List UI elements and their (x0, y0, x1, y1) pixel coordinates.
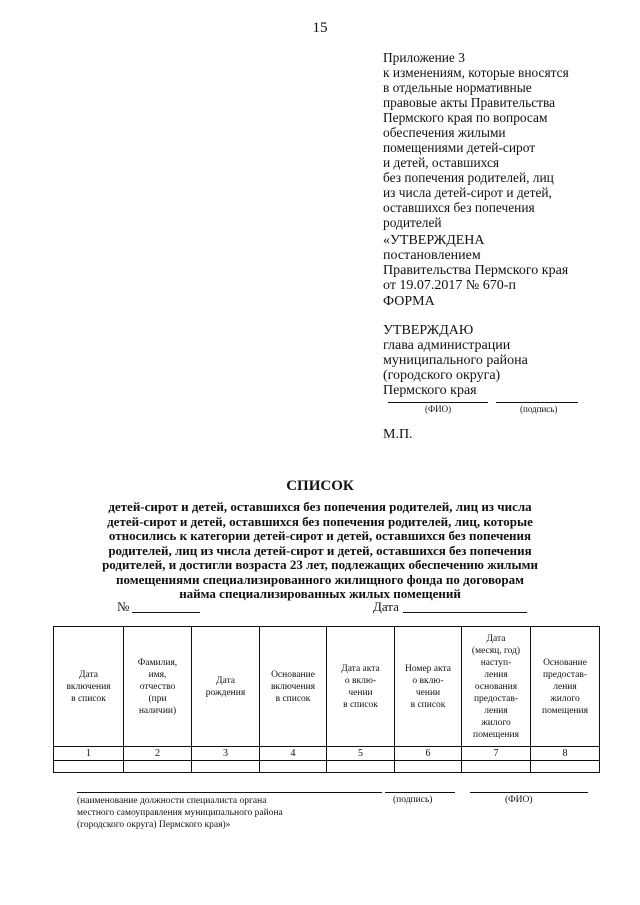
appendix-line: из числа детей-сирот и детей, (383, 185, 552, 200)
column-header-line: в список (410, 699, 446, 710)
appendix-line: и детей, оставшихся (383, 155, 500, 170)
table-cell (124, 761, 192, 773)
number-field-line (132, 612, 200, 613)
list-table (53, 626, 600, 773)
approve-line: УТВЕРЖДАЮ (383, 323, 474, 338)
column-number: 8 (531, 747, 600, 761)
approved-line: Правительства Пермского края (383, 263, 569, 278)
column-header-line: помещения (473, 729, 519, 740)
column-header-line: Основание (543, 657, 587, 668)
column-header-line: наступ- (480, 657, 512, 668)
column-header-line: основания (474, 681, 518, 692)
approved-by-resolution (383, 233, 633, 293)
appendix-line: в отдельные нормативные (383, 80, 532, 95)
column-number: 2 (124, 747, 192, 761)
column-header-act-date (327, 627, 395, 747)
column-header-line: ления (484, 669, 508, 680)
date-label: Дата (373, 599, 399, 614)
column-header-line: ления (553, 681, 577, 692)
column-header-inclusion-basis (260, 627, 327, 747)
footer-fio-line (470, 792, 588, 793)
footer-signature-caption: (подпись) (393, 795, 433, 805)
column-header-line: отчество (139, 681, 176, 692)
column-header-line: в список (343, 699, 378, 710)
footer-signature-line (385, 792, 455, 793)
appendix-line: без попечения родителей, лиц (383, 170, 554, 185)
column-header-line: чении (348, 687, 373, 698)
column-header-full-name (124, 627, 192, 747)
approved-line: от 19.07.2017 № 670-п (383, 278, 516, 293)
appendix-line: помещениями детей-сирот (383, 140, 536, 155)
column-header-line: (месяц, год) (471, 645, 521, 656)
position-caption-line: (наименование должности специалиста органа (77, 796, 267, 806)
column-header-line: в список (275, 693, 311, 704)
number-label: № (117, 599, 130, 614)
page-number: 15 (312, 20, 328, 36)
subtitle-line: относились к категории детей-сирот и детей, оставшихся без попечения (108, 528, 532, 543)
column-header-line: предостав- (473, 693, 519, 704)
table-cell (54, 761, 124, 773)
column-number: 3 (192, 747, 260, 761)
signature-caption: (подпись) (520, 404, 558, 414)
table-cell (327, 761, 395, 773)
column-header-inclusion-date (54, 627, 124, 747)
approved-line: «УТВЕРЖДЕНА (383, 233, 485, 248)
column-header-line: рождения (205, 687, 246, 698)
column-header-line: Дата (216, 675, 235, 686)
table-row (54, 761, 600, 773)
table-cell (192, 761, 260, 773)
appendix-line: правовые акты Правительства (383, 95, 556, 110)
column-header-line: жилого (550, 693, 580, 704)
column-number: 5 (327, 747, 395, 761)
approve-line: муниципального района (383, 353, 528, 368)
column-number: 6 (395, 747, 462, 761)
document-subtitle (40, 500, 600, 602)
appendix-header (383, 50, 633, 230)
position-caption-line: местного самоуправления муниципального района (77, 808, 283, 818)
fio-signature-line (388, 402, 488, 403)
subtitle-line: детей-сирот и детей, оставшихся без попечения родителей, лиц из числа (108, 499, 532, 514)
column-header-line: наличии) (138, 705, 177, 716)
subtitle-line: детей-сирот и детей, оставшихся без попечения родителей, лиц, которые (107, 513, 533, 529)
subtitle-line: найма специализированных жилых помещений (179, 586, 461, 601)
signature-line (496, 402, 578, 403)
column-number: 7 (462, 747, 531, 761)
column-header-line: в список (71, 693, 106, 704)
column-header-line: Дата акта (341, 663, 380, 674)
position-line (77, 792, 382, 793)
column-header-line: о вклю- (344, 675, 377, 686)
appendix-line: Пермского края по вопросам (383, 110, 548, 125)
position-caption-line: (городского округа) Пермского края)» (77, 820, 231, 830)
column-number: 1 (54, 747, 124, 761)
column-header-line: ления (484, 705, 508, 716)
column-header-line: Дата (79, 669, 98, 680)
column-header-line: включения (66, 681, 111, 692)
stamp-placeholder: М.П. (383, 427, 413, 442)
approve-block (383, 323, 633, 398)
column-header-line: о вклю- (412, 675, 444, 686)
column-header-entitlement-date (462, 627, 531, 747)
column-header-line: имя, (148, 669, 167, 680)
column-number: 4 (260, 747, 327, 761)
document-title: СПИСОК (286, 478, 354, 494)
column-header-line: предостав- (542, 669, 588, 680)
subtitle-line: помещениями специализированного жилищного фонда по договорам (116, 571, 524, 587)
form-label: ФОРМА (383, 294, 435, 309)
column-header-line: включения (270, 681, 316, 692)
table-cell (531, 761, 600, 773)
column-header-line: (при (148, 693, 167, 704)
approve-line: глава администрации (383, 338, 511, 353)
footer-fio-caption: (ФИО) (505, 795, 533, 805)
column-header-line: помещения (542, 705, 588, 716)
column-header-line: Дата (486, 633, 506, 644)
column-header-provision-basis (531, 627, 600, 747)
appendix-line: оставшихся без попечения (383, 200, 535, 215)
date-field-line (403, 612, 527, 613)
subtitle-line: родителей, лиц из числа детей-сирот и детей, оставшихся без попечения (108, 542, 532, 558)
table-cell (395, 761, 462, 773)
column-header-line: чении (415, 687, 441, 698)
approve-line: (городского округа) (383, 368, 501, 383)
appendix-line: Приложение 3 (383, 50, 465, 65)
column-header-line: Номер акта (405, 663, 451, 674)
approved-line: постановлением (383, 248, 481, 263)
approve-line: Пермского края (383, 383, 477, 398)
appendix-line: родителей (383, 215, 442, 230)
column-header-act-number (395, 627, 462, 747)
column-header-birth-date (192, 627, 260, 747)
appendix-line: обеспечения жилыми (383, 125, 506, 140)
table-cell (462, 761, 531, 773)
position-caption (77, 795, 283, 831)
column-header-line: Фамилия, (137, 657, 178, 668)
table-cell (260, 761, 327, 773)
appendix-line: к изменениям, которые вносятся (383, 65, 569, 80)
column-header-line: Основание (271, 669, 315, 680)
fio-caption: (ФИО) (425, 404, 452, 414)
subtitle-line: родителей, и достигли возраста 23 лет, подлежащих обеспечению жилыми (102, 557, 538, 572)
column-header-line: жилого (481, 717, 511, 728)
